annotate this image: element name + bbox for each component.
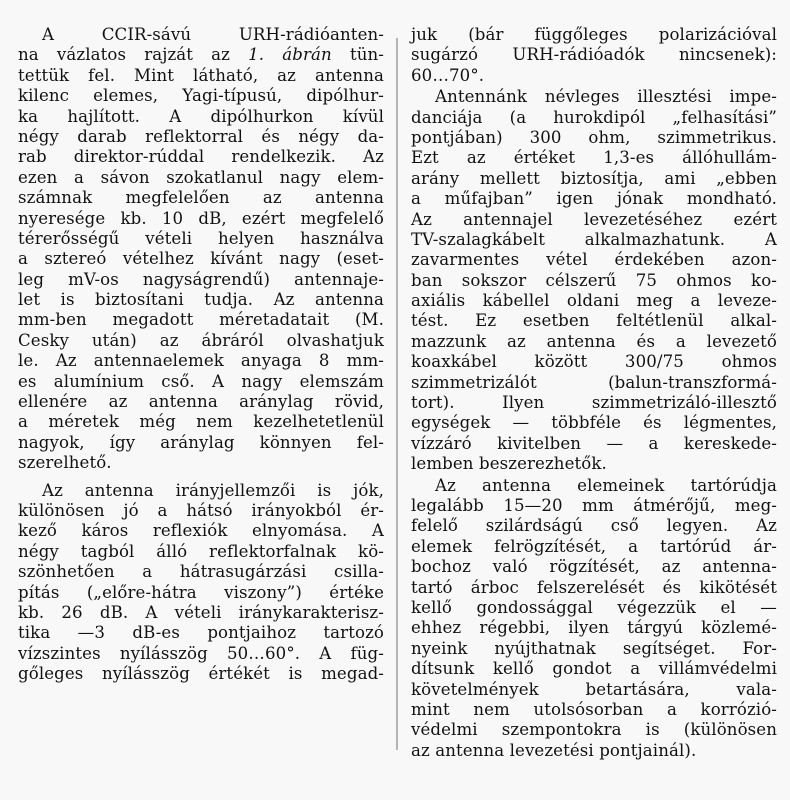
text-line: legalább 15—20 mm átmérőjű, meg-: [411, 495, 777, 515]
text-line: elemek felrögzítését, a tartórúd ár-: [411, 536, 777, 556]
text-line: követelmények betartására, vala-: [411, 679, 777, 699]
text-line: Az antenna elemeinek tartórúdja: [435, 475, 777, 495]
text-line: tika —3 dB-es pontjaihoz tartozó: [18, 623, 384, 643]
text-line: axiális kábellel oldani meg a leveze-: [411, 291, 777, 311]
text-line: mazzunk az antenna és a levezető: [411, 331, 777, 351]
text-line: lemben beszerezhetők.: [411, 454, 607, 474]
text-line: tettük fel. Mint látható, az antenna: [18, 65, 384, 85]
text-line: térerősségű vételi helyen használva: [18, 228, 384, 248]
figure-reference: 1. ábrán: [248, 45, 332, 65]
paragraph: [411, 25, 777, 86]
column-divider: [396, 38, 398, 750]
text-line: ban sokszor célszerű 75 ohmos ko-: [411, 270, 777, 290]
text-line: Az antenna irányjellemzői is jók,: [42, 480, 384, 500]
text-line: bochoz való rögzítését, az antenna-: [411, 557, 777, 577]
left-column: [18, 25, 384, 685]
text-line: a méretek még nem kezelhetetlenül: [18, 412, 384, 432]
text-line: szönhetően a hátrasugárzási csilla-: [18, 562, 384, 582]
text-line: négy tagból álló reflektorfalnak kö-: [18, 541, 384, 561]
text-line: kező káros reflexiók elnyomása. A: [18, 521, 384, 541]
text-line: az antenna levezetési pontjainál).: [411, 740, 697, 760]
text-line: gőleges nyílásszög értékét is megad-: [18, 664, 384, 684]
text-line: leg mV-os nagyságrendű) antennaje-: [18, 269, 384, 289]
paragraph: [18, 25, 384, 474]
paragraph: [411, 87, 777, 474]
text-line: rab direktor-rúddal rendelkezik. Az: [18, 147, 384, 167]
paragraph: [411, 476, 777, 761]
text-line: felelő szilárdságú cső legyen. Az: [411, 516, 777, 536]
text-line: mm-ben megadott méretadatait (M.: [18, 310, 384, 330]
text-line: danciája (a hurokdipól „felhasítási”: [411, 107, 777, 127]
text-line: koaxkábel között 300/75 ohmos: [411, 352, 777, 372]
text-line: ehhez régebbi, ilyen tárgyú közlemé-: [411, 618, 777, 638]
text-line: négy darab reflektorral és négy da-: [18, 126, 384, 146]
text-line: arány mellett biztosítja, ami „ebben: [411, 168, 777, 188]
text-line: szerelhető.: [18, 453, 112, 473]
text-line: pítás („előre-hátra viszony”) értéke: [18, 582, 384, 602]
text-line: kb. 26 dB. A vételi iránykarakterisz-: [18, 602, 384, 622]
text-line: juk (bár függőleges polarizációval: [411, 25, 777, 44]
text-line: A CCIR-sávú URH-rádióanten-: [42, 25, 384, 44]
text-line: számnak megfelelően az antenna: [18, 188, 384, 208]
right-column: [411, 25, 777, 761]
text-line: zavarmentes vétel érdekében azon-: [411, 250, 777, 270]
paragraph: [18, 481, 384, 685]
text-line: tort). Ilyen szimmetrizáló-illesztő: [411, 393, 777, 413]
text-line: nyeink nyújthatnak segítséget. For-: [411, 638, 777, 658]
text-line: na vázlatos rajzát az 1. ábrán tün-: [18, 45, 384, 65]
text-line: 60…70°.: [411, 65, 485, 85]
text-line: nagyok, így aránylag könnyen fel-: [18, 432, 384, 452]
text-line: egységek — többféle és légmentes,: [411, 413, 777, 433]
paragraph-gap: [18, 474, 384, 481]
text-line: ezen a sávon szokatlanul nagy elem-: [18, 167, 384, 187]
text-line: különösen jó a hátsó irányokból ér-: [18, 500, 384, 520]
text-line: Cesky után) az ábráról olvashatjuk: [18, 330, 384, 350]
text-line: vízszintes nyílásszög 50…60°. A füg-: [18, 643, 384, 663]
text-line: Antennánk névleges illesztési impe-: [435, 87, 777, 107]
text-line: kellő gondossággal végezzük el —: [411, 597, 777, 617]
text-line: szimmetrizálót (balun-transzformá-: [411, 372, 777, 392]
text-line: dítsunk kellő gondot a villámvédelmi: [411, 659, 777, 679]
text-line: mint nem utolsósorban a korrózió-: [411, 699, 777, 719]
text-line: es alumínium cső. A nagy elemszám: [18, 371, 384, 391]
text-line: nyeresége kb. 10 dB, ezért megfelelő: [18, 208, 384, 228]
text-line: vízzáró kivitelben — a kereskede-: [411, 433, 777, 453]
text-line: let is biztosítani tudja. Az antenna: [18, 290, 384, 310]
text-line: tartó árboc felszerelését és kikötését: [411, 577, 777, 597]
text-line: Ezt az értéket 1,3-es állóhullám-: [411, 148, 777, 168]
text-line: TV-szalagkábelt alkalmazhatunk. A: [411, 229, 777, 249]
text-line: ka hajlított. A dipólhurkon kívül: [18, 106, 384, 126]
text-line: a sztereó vételhez kívánt nagy (eset-: [18, 249, 384, 269]
text-line: pontjában) 300 ohm, szimmetrikus.: [411, 127, 777, 147]
text-line: kilenc elemes, Yagi-típusú, dipólhur-: [18, 86, 384, 106]
text-line: ellenére az antenna aránylag rövid,: [18, 392, 384, 412]
text-line: védelmi szempontokra is (különösen: [411, 720, 777, 740]
text-line: a műfajban” igen jónak mondható.: [411, 189, 777, 209]
text-line: Az antennajel levezetéséhez ezért: [411, 209, 777, 229]
text-line: le. Az antennaelemek anyaga 8 mm-: [18, 351, 384, 371]
text-line: tést. Ez esetben feltétlenül alkal-: [411, 311, 777, 331]
text-line: sugárzó URH-rádióadók nincsenek):: [411, 45, 777, 65]
